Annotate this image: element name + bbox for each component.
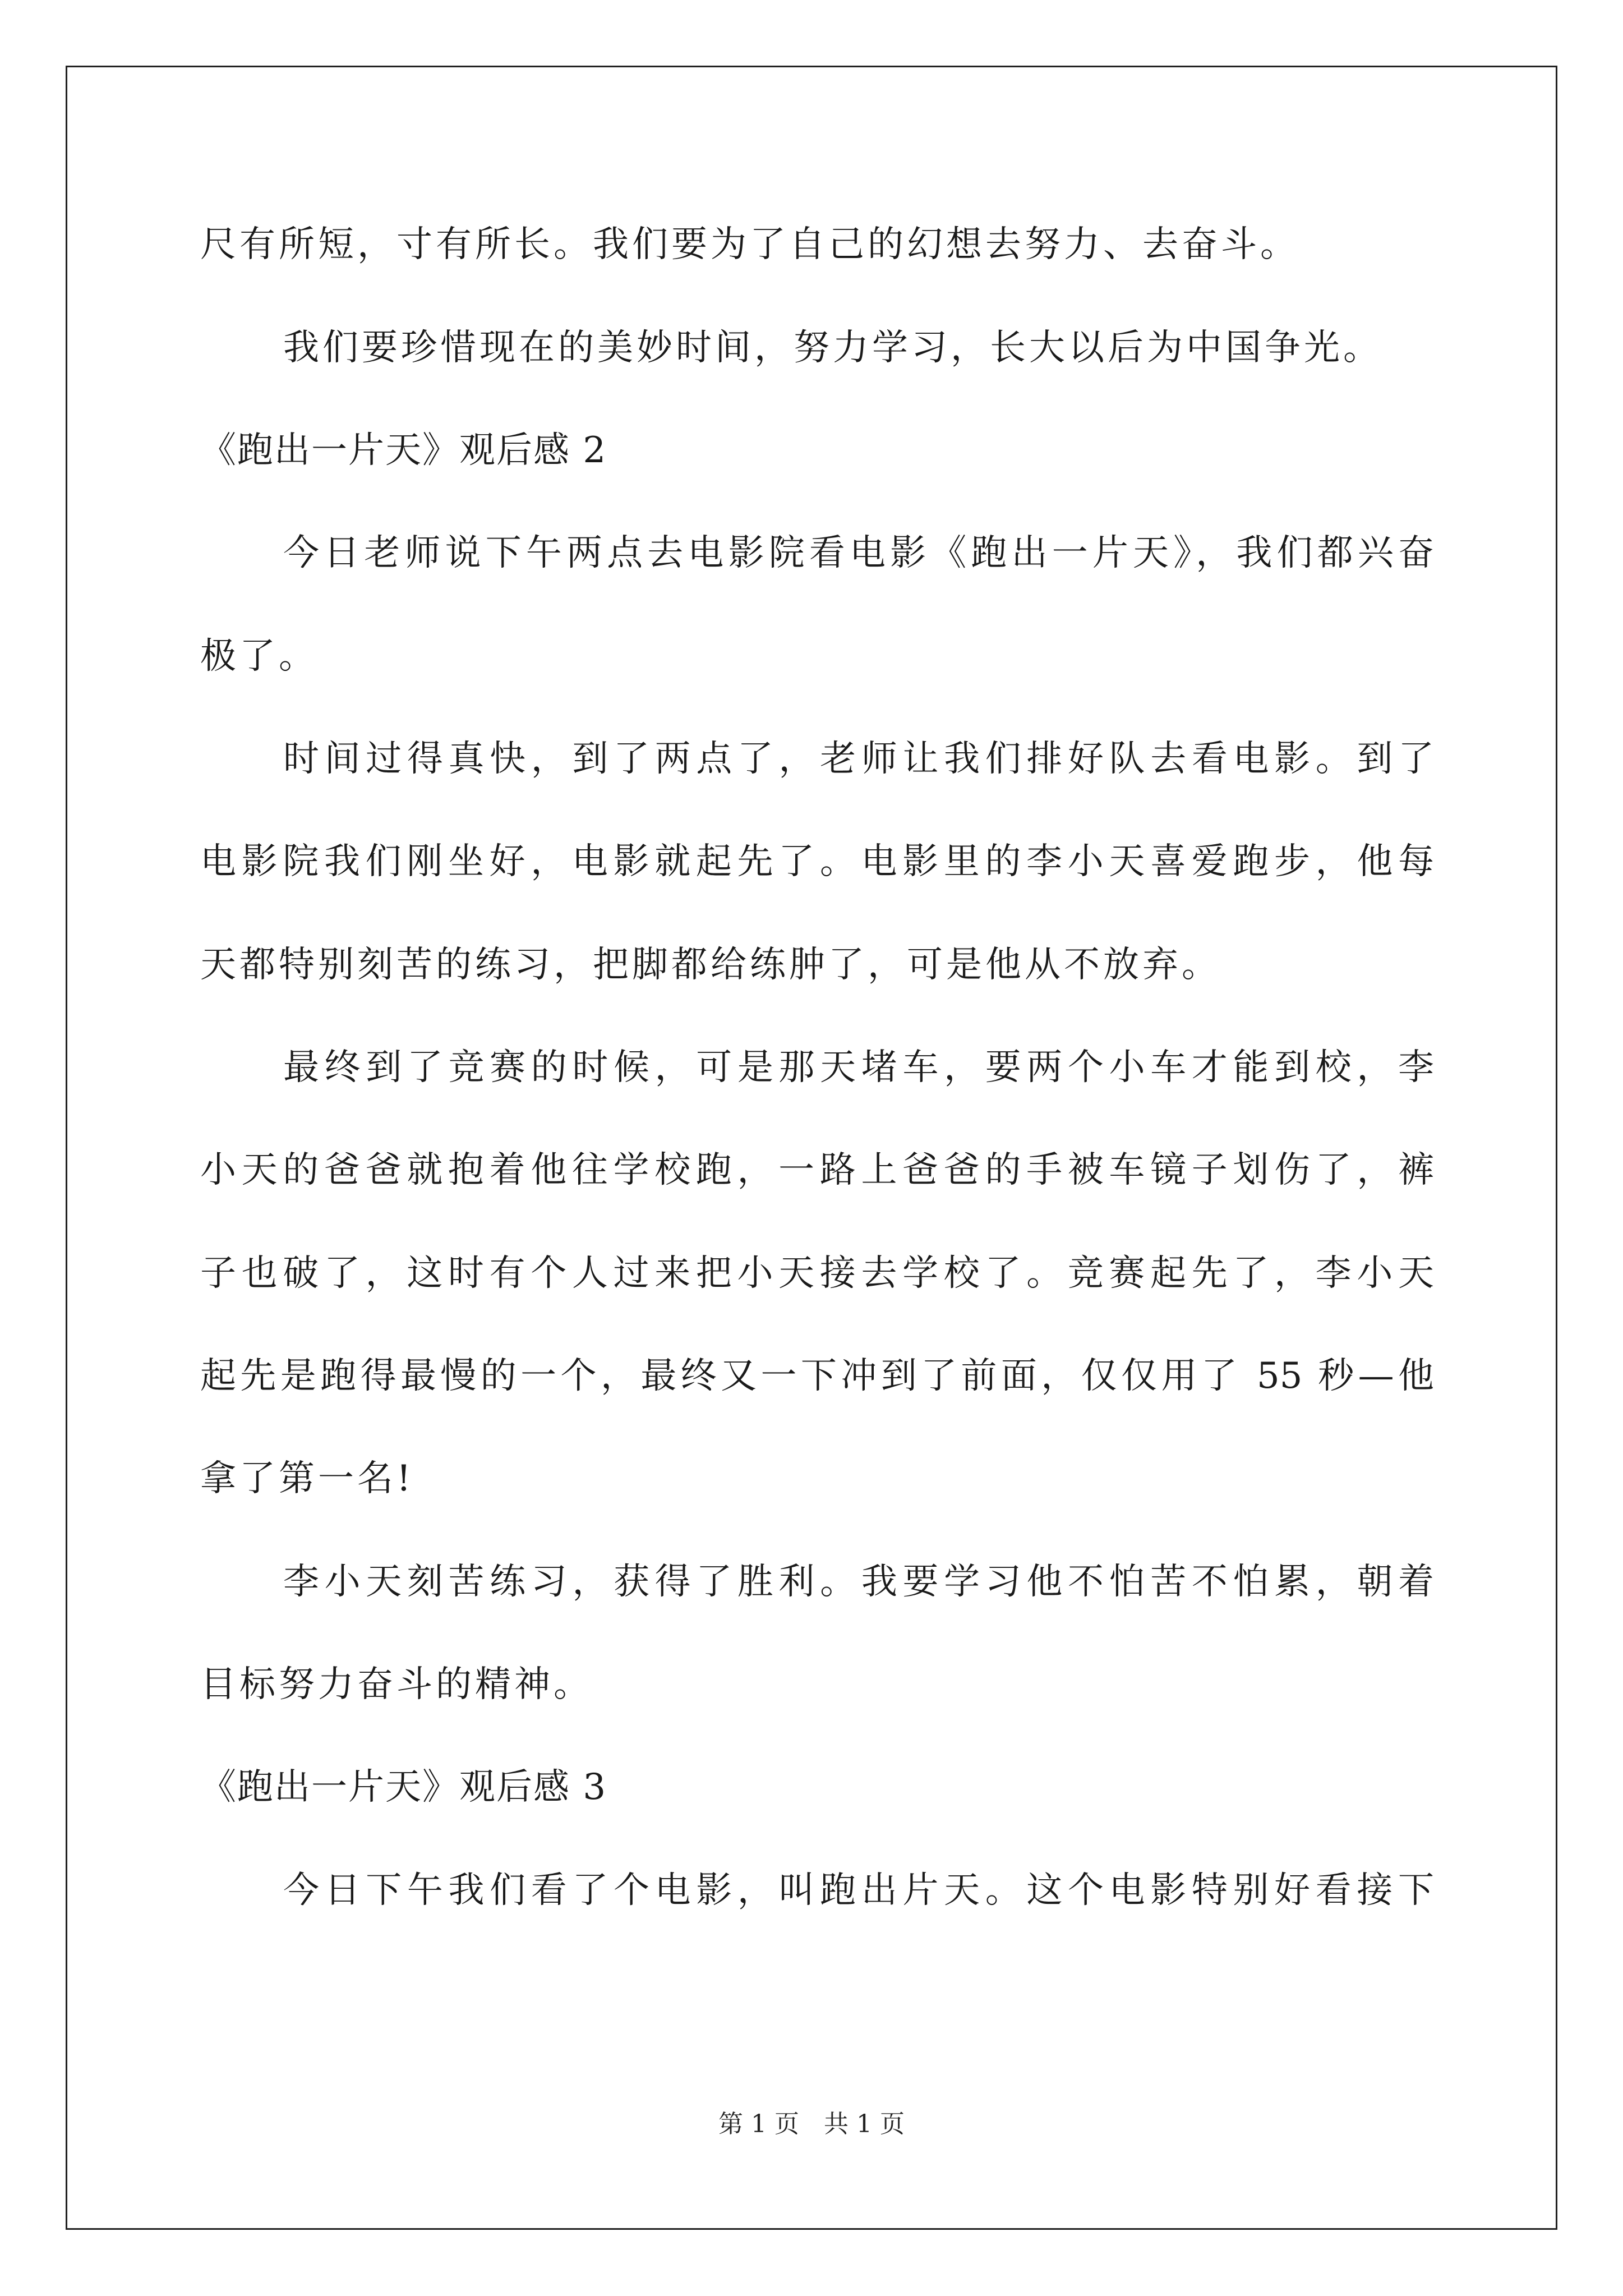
- paragraph-line: 今日下午我们看了个电影，叫跑出片天。这个电影特别好看接下: [283, 1870, 1434, 1911]
- paragraph-line: 子也破了，这时有个人过来把小天接去学校了。竞赛起先了，李小天: [200, 1253, 1434, 1294]
- section-heading: 《跑出一片天》观后感 3: [200, 1766, 607, 1808]
- paragraph-line: 今日老师说下午两点去电影院看电影《跑出一片天》，我们都兴奋: [283, 532, 1434, 574]
- paragraph-line: 起先是跑得最慢的一个，最终又一下冲到了前面，仅仅用了 55 秒—他: [200, 1355, 1434, 1397]
- paragraph-line: 尺有所短，寸有所长。我们要为了自己的幻想去努力、去奋斗。: [200, 224, 1299, 265]
- paragraph-line: 拿了第一名!: [200, 1458, 414, 1499]
- paragraph-line: 小天的爸爸就抱着他往学校跑，一路上爸爸的手被车镜子划伤了，裤: [200, 1149, 1434, 1191]
- paragraph-line: 时间过得真快，到了两点了，老师让我们排好队去看电影。到了: [283, 738, 1434, 780]
- paragraph-line: 电影院我们刚坐好，电影就起先了。电影里的李小天喜爱跑步，他每: [200, 841, 1434, 882]
- paragraph-line: 天都特别刻苦的练习，把脚都给练肿了，可是他从不放弃。: [200, 944, 1221, 986]
- paragraph-line: 李小天刻苦练习，获得了胜利。我要学习他不怕苦不怕累，朝着: [283, 1561, 1434, 1603]
- paragraph-line: 极了。: [200, 636, 318, 677]
- paragraph-line: 目标努力奋斗的精神。: [200, 1664, 593, 1705]
- paragraph-line: 最终到了竞赛的时候，可是那天堵车，要两个小车才能到校，李: [283, 1047, 1434, 1088]
- paragraph-line: 我们要珍惜现在的美妙时间，努力学习，长大以后为中国争光。: [283, 327, 1382, 369]
- section-heading: 《跑出一片天》观后感 2: [200, 430, 607, 471]
- page-number-footer: 第 1 页 共 1 页: [718, 2110, 905, 2138]
